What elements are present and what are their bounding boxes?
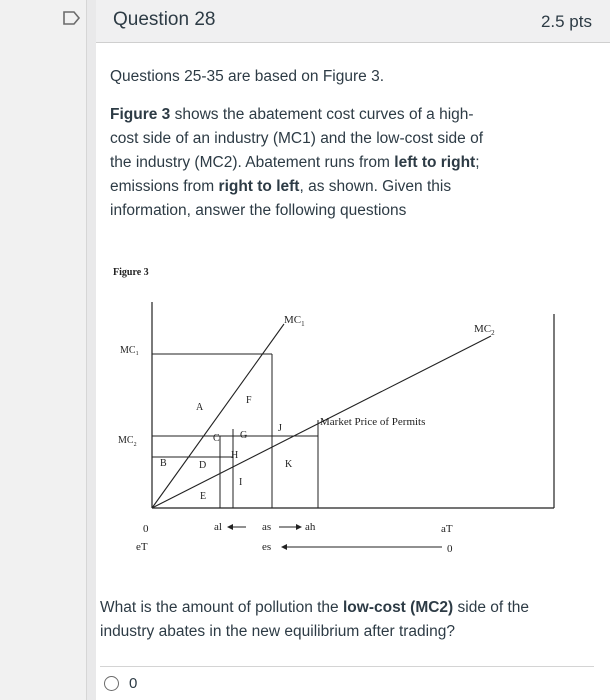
question-prompt [100,596,530,644]
area-e: E [200,491,207,502]
question-title: Question 28 [113,9,216,30]
left-gutter [0,0,87,700]
desc-figure-ref: Figure 3 [110,106,171,123]
prompt-low-cost: low-cost (MC2) [342,599,454,616]
prompt-text-1: What is the amount of pollution the [100,599,343,616]
area-k: K [285,459,293,470]
answer-label: 0 [129,675,138,692]
radio-button[interactable] [104,676,119,691]
desc-text-3: , as shown. Given this information, answer the following questions [110,178,452,219]
x-zero-left: 0 [143,523,149,535]
x-as-label: as [262,521,272,533]
x-al-label: al [214,521,222,533]
area-h: H [231,450,239,461]
desc-left-to-right: left to right [394,154,476,171]
mc1-axis-label: $MC_1$ [120,345,139,357]
area-c: C [213,433,220,444]
x-at-label: aT [441,523,453,535]
al-arrowhead [227,524,233,530]
question-points: 2.5 pts [540,12,592,31]
intro-title: Questions 25-35 are based on Figure 3. [110,68,385,85]
answer-divider [100,666,594,667]
question-card [96,0,610,700]
area-g: G [240,430,248,441]
area-j: J [278,423,282,434]
desc-text-2: ; emissions from [110,154,480,195]
x-zero-right: 0 [447,543,453,555]
es-arrowhead [281,544,287,550]
x-ah-label: ah [305,521,316,533]
x-es-label: es [262,541,272,553]
area-i: I [239,477,243,488]
flag-icon[interactable] [62,10,82,26]
question-header [96,0,610,43]
mc2-top-label: $MC_2$ [474,323,495,337]
answer-option[interactable] [104,675,137,692]
area-b: B [160,458,167,469]
prompt-text-2: side of the industry abates in the new equilibrium after trading? [100,599,530,640]
area-d: D [199,460,207,471]
figure-label: Figure 3 [113,267,149,278]
mc1-curve [152,324,284,508]
figure-description [110,103,500,223]
ah-arrowhead [296,524,302,530]
x-et-label: eT [136,541,148,553]
mc1-top-label: $MC_1$ [284,314,305,328]
mc2-axis-label: $MC_2$ [118,435,137,448]
area-a: A [196,402,204,413]
area-f: F [246,395,252,406]
desc-right-to-left: right to left [218,178,300,195]
figure-3-diagram [96,250,610,580]
market-price-label: Market Price of Permits [320,416,426,428]
desc-text-1: shows the abatement cost curves of a high-cost side of an industry (MC1) and the low-cost side of the industry (MC2). Abatement runs from [110,106,484,171]
